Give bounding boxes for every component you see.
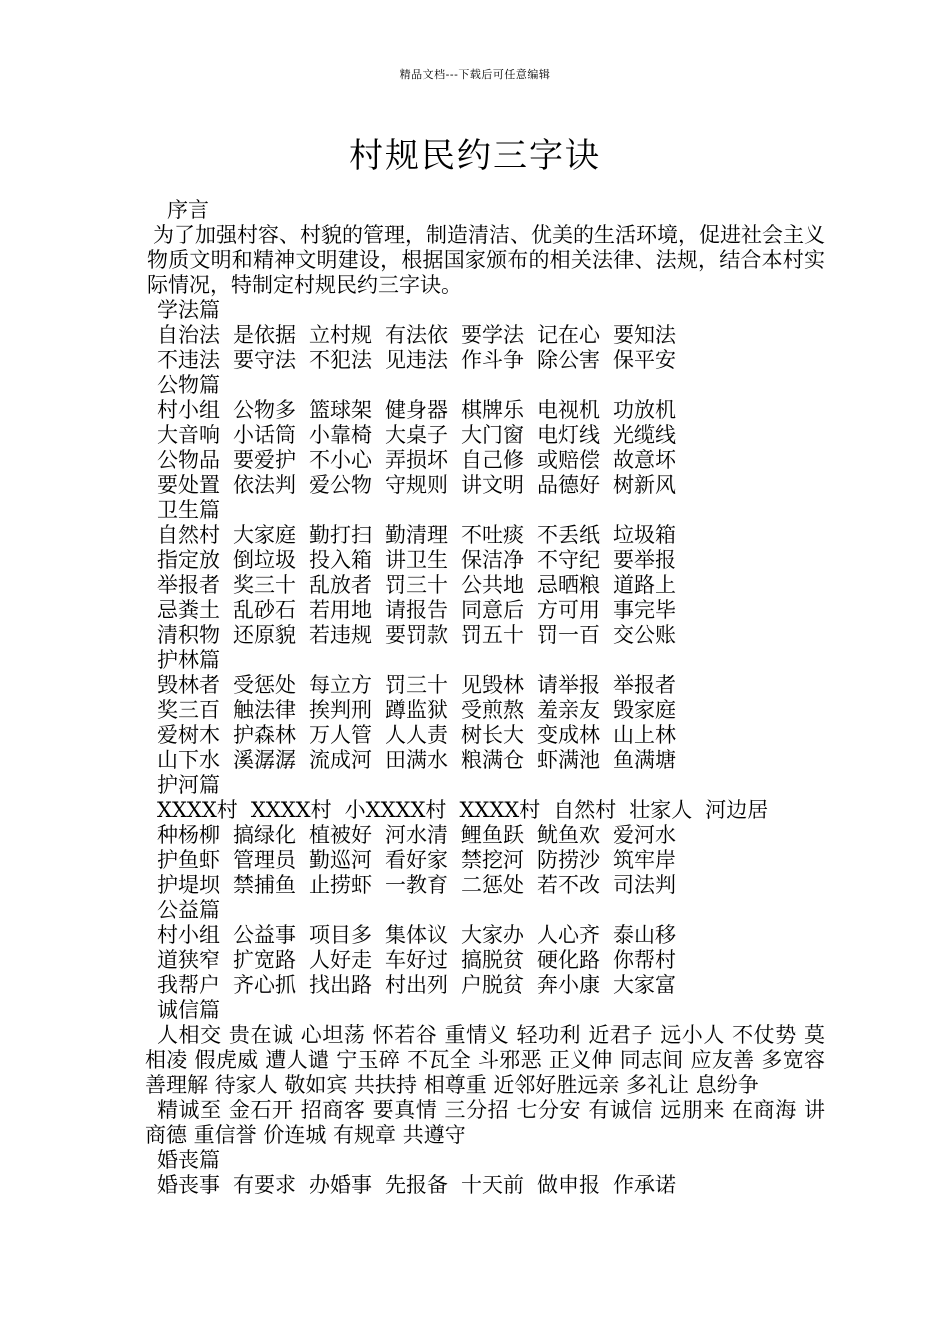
verse-phrase: 棋牌乐 xyxy=(461,398,524,422)
verse-phrase: 人人责 xyxy=(385,723,448,747)
verse-phrase: 婚丧事 xyxy=(157,1173,220,1197)
verse-phrase: 记在心 xyxy=(537,323,600,347)
verse-phrase: 村小组 xyxy=(157,398,220,422)
section-heading: 护林篇 xyxy=(157,648,220,672)
verse-phrase: 爱河水 xyxy=(613,823,676,847)
verse-phrase: 小话筒 xyxy=(233,423,296,447)
verse-phrase: 挨判刑 xyxy=(309,698,372,722)
verse-line xyxy=(145,923,825,948)
section-heading: 公益篇 xyxy=(157,898,220,922)
section-heading: 卫生篇 xyxy=(157,498,220,522)
verse-line xyxy=(145,698,825,723)
verse-phrase: 要举报 xyxy=(613,548,676,572)
verse-phrase: 你帮村 xyxy=(613,948,676,972)
preface-heading: 序言 xyxy=(167,198,209,222)
verse-phrase: 立村规 xyxy=(309,323,372,347)
verse-line xyxy=(145,523,825,548)
verse-phrase: 大音响 xyxy=(157,423,220,447)
verse-line xyxy=(145,573,825,598)
verse-phrase: 自己修 xyxy=(461,448,524,472)
verse-phrase: 若用地 xyxy=(309,598,372,622)
verse-phrase: 罚五十 xyxy=(461,623,524,647)
verse-phrase: 光缆线 xyxy=(613,423,676,447)
verse-phrase: 道狭窄 xyxy=(157,948,220,972)
integrity-paragraph-2: 精诚至 金石开 招商客 要真情 三分招 七分安 有诚信 远朋来 在商海 讲商德 重信誉 价连城 有规章 共遵守 xyxy=(145,1098,825,1147)
verse-phrase: 事完毕 xyxy=(613,598,676,622)
verse-line xyxy=(145,973,825,998)
verse-line xyxy=(145,948,825,973)
verse-phrase: 电灯线 xyxy=(537,423,600,447)
verse-phrase: 要知法 xyxy=(613,323,676,347)
verse-phrase: 毁林者 xyxy=(157,673,220,697)
verse-phrase: 人心齐 xyxy=(537,923,600,947)
verse-phrase: 举报者 xyxy=(157,573,220,597)
verse-phrase: 搞绿化 xyxy=(233,823,296,847)
verse-line xyxy=(145,623,825,648)
wedding-rows xyxy=(145,1173,825,1198)
verse-phrase: 乱砂石 xyxy=(233,598,296,622)
verse-phrase: 守规则 xyxy=(385,473,448,497)
verse-phrase: 自然村 xyxy=(157,523,220,547)
verse-phrase: 每立方 xyxy=(309,673,372,697)
verse-phrase: 道路上 xyxy=(613,573,676,597)
verse-phrase: 河边居 xyxy=(705,798,769,822)
verse-phrase: 奖三十 xyxy=(233,573,296,597)
verse-phrase: 河水清 xyxy=(385,823,448,847)
verse-phrase: 做申报 xyxy=(537,1173,600,1197)
verse-phrase: 壮家人 xyxy=(629,798,693,822)
verse-phrase: 忌晒粮 xyxy=(537,573,600,597)
verse-phrase: 止捞虾 xyxy=(309,873,372,897)
verse-phrase: 爱树木 xyxy=(157,723,220,747)
verse-line xyxy=(145,398,825,423)
section-heading-integrity: 诚信篇 xyxy=(157,998,220,1022)
verse-phrase: 保洁净 xyxy=(461,548,524,572)
verse-line xyxy=(145,823,825,848)
verse-phrase: 不丢纸 xyxy=(537,523,600,547)
integrity-paragraph-1: 人相交 贵在诚 心坦荡 怀若谷 重情义 轻功利 近君子 远小人 不仗势 莫相凌 假虎威 遭人谴 宁玉碎 不瓦全 斗邪恶 正义伸 同志间 应友善 多宽容 善理解 待家人 敬如宾 共扶持 相尊重 近邻好胜远亲 多礼让 息纷争 xyxy=(145,1023,825,1097)
verse-phrase: 变成林 xyxy=(537,723,600,747)
verse-phrase: 不守纪 xyxy=(537,548,600,572)
verse-phrase: 鱿鱼欢 xyxy=(537,823,600,847)
document-body xyxy=(145,198,825,1198)
verse-phrase: XXXX村 xyxy=(250,798,332,822)
section-heading: 学法篇 xyxy=(157,298,220,322)
verse-line xyxy=(145,673,825,698)
verse-phrase: 交公账 xyxy=(613,623,676,647)
verse-phrase: 项目多 xyxy=(309,923,372,947)
verse-phrase: 依法判 xyxy=(233,473,296,497)
verse-phrase: 是依据 xyxy=(233,323,296,347)
verse-phrase: 除公害 xyxy=(537,348,600,372)
verse-phrase: 罚三十 xyxy=(385,573,448,597)
verse-phrase: 勤清理 xyxy=(385,523,448,547)
verse-phrase: 若违规 xyxy=(309,623,372,647)
verse-phrase: 公物多 xyxy=(233,398,296,422)
section-heading-wedding: 婚丧篇 xyxy=(157,1148,220,1172)
verse-phrase: 人好走 xyxy=(309,948,372,972)
verse-phrase: 有法依 xyxy=(385,323,448,347)
verse-phrase: 电视机 xyxy=(537,398,600,422)
verse-phrase: 保平安 xyxy=(613,348,676,372)
verse-phrase: 奔小康 xyxy=(537,973,600,997)
verse-phrase: 要爱护 xyxy=(233,448,296,472)
verse-phrase: 故意坏 xyxy=(613,448,676,472)
verse-phrase: 小靠椅 xyxy=(309,423,372,447)
verse-phrase: 找出路 xyxy=(309,973,372,997)
verse-phrase: 管理员 xyxy=(233,848,296,872)
verse-phrase: 奖三百 xyxy=(157,698,220,722)
verse-phrase: 见违法 xyxy=(385,348,448,372)
verse-phrase: 讲文明 xyxy=(461,473,524,497)
verse-phrase: 溪潺潺 xyxy=(233,748,296,772)
verse-phrase: 大家庭 xyxy=(233,523,296,547)
verse-phrase: 硬化路 xyxy=(537,948,600,972)
verse-phrase: 护森林 xyxy=(233,723,296,747)
verse-phrase: 投入箱 xyxy=(309,548,372,572)
verse-line xyxy=(145,473,825,498)
verse-phrase: 忌粪土 xyxy=(157,598,220,622)
verse-phrase: 要守法 xyxy=(233,348,296,372)
verse-phrase: 讲卫生 xyxy=(385,548,448,572)
verse-phrase: XXXX村 xyxy=(157,798,238,822)
verse-phrase: 勤巡河 xyxy=(309,848,372,872)
verse-phrase: 作斗争 xyxy=(461,348,524,372)
verse-phrase: 若不改 xyxy=(537,873,600,897)
verse-phrase: 垃圾箱 xyxy=(613,523,676,547)
verse-phrase: 受煎熬 xyxy=(461,698,524,722)
verse-phrase: XXXX村 xyxy=(459,798,541,822)
verse-phrase: 公共地 xyxy=(461,573,524,597)
sections xyxy=(145,298,825,998)
verse-phrase: 乱放者 xyxy=(309,573,372,597)
verse-phrase: 健身器 xyxy=(385,398,448,422)
verse-phrase: 有要求 xyxy=(233,1173,296,1197)
verse-phrase: 罚一百 xyxy=(537,623,600,647)
section-heading: 护河篇 xyxy=(157,773,220,797)
verse-phrase: 齐心抓 xyxy=(233,973,296,997)
verse-phrase: 或赔偿 xyxy=(537,448,600,472)
verse-phrase: 大家富 xyxy=(613,973,676,997)
verse-phrase: 品德好 xyxy=(537,473,600,497)
verse-phrase: 作承诺 xyxy=(613,1173,676,1197)
verse-phrase: 防捞沙 xyxy=(537,848,600,872)
verse-phrase: 清积物 xyxy=(157,623,220,647)
verse-phrase: 公物品 xyxy=(157,448,220,472)
verse-phrase: 不犯法 xyxy=(309,348,372,372)
verse-phrase: 虾满池 xyxy=(537,748,600,772)
preface-text: 为了加强村容、村貌的管理，制造清洁、优美的生活环境，促进社会主义物质文明和精神文明建设，根据国家颁布的相关法律、法规，结合本村实际情况，特制定村规民约三字诀。 xyxy=(147,223,825,297)
verse-phrase: 村小组 xyxy=(157,923,220,947)
verse-line xyxy=(145,348,825,373)
verse-phrase: 禁捕鱼 xyxy=(233,873,296,897)
verse-phrase: 弄损坏 xyxy=(385,448,448,472)
verse-phrase: 公益事 xyxy=(233,923,296,947)
verse-phrase: 树新风 xyxy=(613,473,676,497)
verse-line xyxy=(145,548,825,573)
verse-phrase: 要罚款 xyxy=(385,623,448,647)
page-header: 精品文档---下载后可任意编辑 xyxy=(399,68,551,81)
verse-phrase: 看好家 xyxy=(385,848,448,872)
verse-phrase: 先报备 xyxy=(385,1173,448,1197)
verse-phrase: 泰山移 xyxy=(613,923,676,947)
verse-phrase: 粮满仓 xyxy=(461,748,524,772)
verse-phrase: 罚三十 xyxy=(385,673,448,697)
verse-phrase: 集体议 xyxy=(385,923,448,947)
verse-line xyxy=(145,598,825,623)
verse-phrase: 见毁林 xyxy=(461,673,524,697)
verse-phrase: 万人管 xyxy=(309,723,372,747)
verse-phrase: 鱼满塘 xyxy=(613,748,676,772)
verse-line xyxy=(145,423,825,448)
verse-phrase: 小XXXX村 xyxy=(344,798,447,822)
verse-phrase: 倒垃圾 xyxy=(233,548,296,572)
verse-phrase: 树长大 xyxy=(461,723,524,747)
verse-phrase: 还原貌 xyxy=(233,623,296,647)
verse-phrase: 触法律 xyxy=(233,698,296,722)
verse-phrase: 筑牢岸 xyxy=(613,848,676,872)
verse-phrase: 司法判 xyxy=(613,873,676,897)
verse-phrase: 植被好 xyxy=(309,823,372,847)
verse-phrase: 指定放 xyxy=(157,548,220,572)
verse-line xyxy=(145,873,825,898)
verse-phrase: 功放机 xyxy=(613,398,676,422)
verse-phrase: 不违法 xyxy=(157,348,220,372)
verse-phrase: 山下水 xyxy=(157,748,220,772)
verse-phrase: 种杨柳 xyxy=(157,823,220,847)
verse-phrase: 受惩处 xyxy=(233,673,296,697)
verse-phrase: 一教育 xyxy=(385,873,448,897)
verse-phrase: 流成河 xyxy=(309,748,372,772)
verse-phrase: 自然村 xyxy=(553,798,617,822)
verse-phrase: 不小心 xyxy=(309,448,372,472)
verse-phrase: 蹲监狱 xyxy=(385,698,448,722)
verse-phrase: 山上林 xyxy=(613,723,676,747)
verse-phrase: 毁家庭 xyxy=(613,698,676,722)
verse-phrase: 请报告 xyxy=(385,598,448,622)
verse-phrase: 大桌子 xyxy=(385,423,448,447)
verse-phrase: 户脱贫 xyxy=(461,973,524,997)
verse-phrase: 办婚事 xyxy=(309,1173,372,1197)
verse-phrase: 扩宽路 xyxy=(233,948,296,972)
verse-phrase: 羞亲友 xyxy=(537,698,600,722)
verse-line xyxy=(145,448,825,473)
verse-phrase: 村出列 xyxy=(385,973,448,997)
verse-phrase: 勤打扫 xyxy=(309,523,372,547)
verse-phrase: 爱公物 xyxy=(309,473,372,497)
verse-line xyxy=(145,748,825,773)
verse-phrase: 大家办 xyxy=(461,923,524,947)
verse-phrase: 举报者 xyxy=(613,673,676,697)
verse-phrase: 同意后 xyxy=(461,598,524,622)
verse-phrase: 鲤鱼跃 xyxy=(461,823,524,847)
verse-phrase: 要处置 xyxy=(157,473,220,497)
verse-line xyxy=(145,848,825,873)
verse-phrase: 护堤坝 xyxy=(157,873,220,897)
section-heading: 公物篇 xyxy=(157,373,220,397)
verse-line xyxy=(145,323,825,348)
verse-phrase: 田满水 xyxy=(385,748,448,772)
page-title: 村规民约三字诀 xyxy=(349,136,601,176)
verse-phrase: 不吐痰 xyxy=(461,523,524,547)
verse-phrase: 方可用 xyxy=(537,598,600,622)
verse-phrase: 十天前 xyxy=(461,1173,524,1197)
verse-phrase: 自治法 xyxy=(157,323,220,347)
verse-phrase: 大门窗 xyxy=(461,423,524,447)
verse-phrase: 二惩处 xyxy=(461,873,524,897)
verse-phrase: 篮球架 xyxy=(309,398,372,422)
verse-phrase: 车好过 xyxy=(385,948,448,972)
verse-phrase: 禁挖河 xyxy=(461,848,524,872)
verse-phrase: 要学法 xyxy=(461,323,524,347)
verse-line xyxy=(145,798,825,823)
verse-phrase: 请举报 xyxy=(537,673,600,697)
verse-phrase: 搞脱贫 xyxy=(461,948,524,972)
verse-line xyxy=(145,1173,825,1198)
verse-phrase: 我帮户 xyxy=(157,973,220,997)
verse-line xyxy=(145,723,825,748)
verse-phrase: 护鱼虾 xyxy=(157,848,220,872)
